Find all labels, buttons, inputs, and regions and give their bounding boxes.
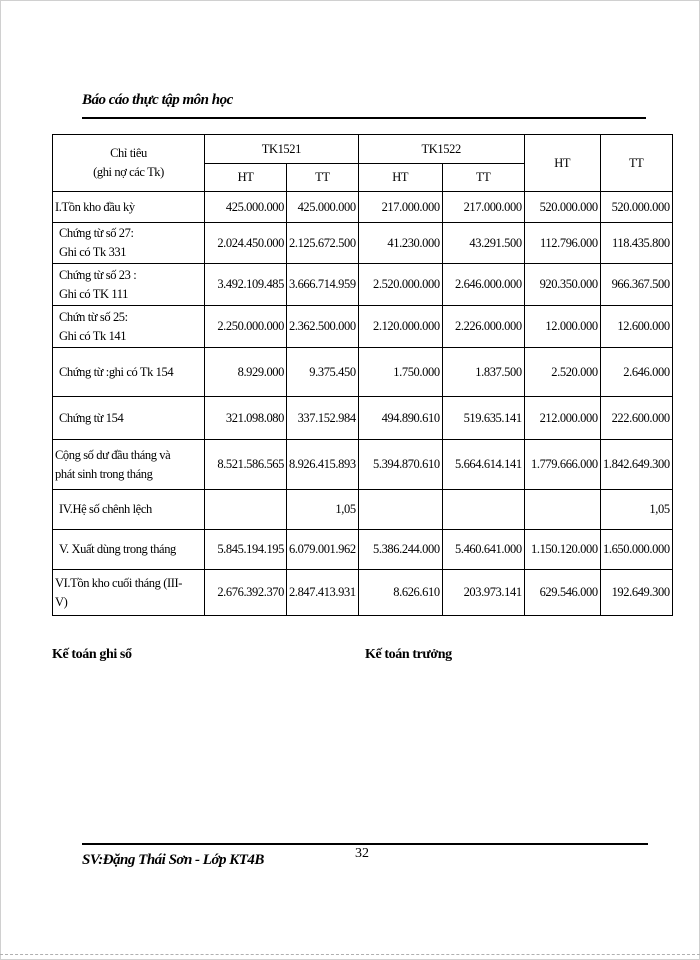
table-row (53, 530, 673, 570)
row-value-cell: 2.847.413.931 (287, 570, 359, 616)
row-value-cell: 5.386.244.000 (358, 530, 442, 570)
row-value-cell: 2.520.000 (524, 348, 600, 397)
row-value-cell: 920.350.000 (524, 264, 600, 306)
header-tk1522: TK1522 (358, 135, 524, 164)
row-value-cell: 5.394.870.610 (358, 440, 442, 490)
table-row (53, 440, 673, 490)
row-value-cell: 1.837.500 (442, 348, 524, 397)
row-value-cell: 212.000.000 (524, 397, 600, 440)
row-value-cell: 9.375.450 (287, 348, 359, 397)
row-value-cell: 5.845.194.195 (205, 530, 287, 570)
row-value-cell: 217.000.000 (442, 192, 524, 223)
table-row (53, 348, 673, 397)
row-label: VI.Tồn kho cuối tháng (III- V) (53, 570, 205, 616)
row-value-cell: 3.492.109.485 (205, 264, 287, 306)
header-indicator: Chỉ tiêu (ghi nợ các Tk) (53, 135, 205, 192)
table-row (53, 490, 673, 530)
row-label: Chứng từ 154 (53, 397, 205, 440)
row-value-cell: 12.000.000 (524, 306, 600, 348)
row-value-cell (205, 490, 287, 530)
header-divider (82, 117, 646, 119)
row-value-cell: 1.750.000 (358, 348, 442, 397)
row-value-cell: 217.000.000 (358, 192, 442, 223)
row-value-cell: 8.521.586.565 (205, 440, 287, 490)
row-value-cell: 12.600.000 (600, 306, 672, 348)
row-value-cell: 2.250.000.000 (205, 306, 287, 348)
header-tk1521: TK1521 (205, 135, 359, 164)
row-value-cell (358, 490, 442, 530)
row-value-cell: 8.926.415.893 (287, 440, 359, 490)
row-label: Chứng từ số 27: Ghi có Tk 331 (53, 223, 205, 264)
row-value-cell: 520.000.000 (600, 192, 672, 223)
row-value-cell: 8.626.610 (358, 570, 442, 616)
row-value-cell: 112.796.000 (524, 223, 600, 264)
page-number: 32 (355, 846, 369, 861)
row-value-cell: 2.024.450.000 (205, 223, 287, 264)
table-row (53, 223, 673, 264)
row-value-cell: 222.600.000 (600, 397, 672, 440)
row-label: I.Tồn kho đầu kỳ (53, 192, 205, 223)
row-label: Chứng từ số 23 : Ghi có TK 111 (53, 264, 205, 306)
header-total-ht: HT (524, 135, 600, 192)
row-value-cell: 3.666.714.959 (287, 264, 359, 306)
header-total-tt: TT (600, 135, 672, 192)
row-value-cell: 2.362.500.000 (287, 306, 359, 348)
row-value-cell: 520.000.000 (524, 192, 600, 223)
row-value-cell: 1.150.120.000 (524, 530, 600, 570)
row-value-cell: 2.120.000.000 (358, 306, 442, 348)
table-row (53, 192, 673, 223)
header-tk1521-tt: TT (287, 164, 359, 192)
row-label: Chứn từ số 25: Ghi có Tk 141 (53, 306, 205, 348)
row-value-cell: 494.890.610 (358, 397, 442, 440)
row-value-cell: 1.650.000.000 (600, 530, 672, 570)
row-value-cell: 2.646.000 (600, 348, 672, 397)
row-value-cell: 2.520.000.000 (358, 264, 442, 306)
row-value-cell: 629.546.000 (524, 570, 600, 616)
row-value-cell: 203.973.141 (442, 570, 524, 616)
row-value-cell (442, 490, 524, 530)
row-value-cell: 5.460.641.000 (442, 530, 524, 570)
row-value-cell: 337.152.984 (287, 397, 359, 440)
row-label: V. Xuất dùng trong tháng (53, 530, 205, 570)
table-row (53, 264, 673, 306)
ledger-body (53, 192, 673, 616)
header-tk1521-ht: HT (205, 164, 287, 192)
row-value-cell: 425.000.000 (205, 192, 287, 223)
table-row (53, 570, 673, 616)
row-value-cell: 321.098.080 (205, 397, 287, 440)
row-value-cell (524, 490, 600, 530)
report-header-title: Báo cáo thực tập môn học (82, 92, 233, 108)
row-value-cell: 41.230.000 (358, 223, 442, 264)
row-value-cell: 43.291.500 (442, 223, 524, 264)
page-bottom-dashed-line (0, 954, 700, 955)
row-value-cell: 425.000.000 (287, 192, 359, 223)
row-value-cell: 192.649.300 (600, 570, 672, 616)
row-label: IV.Hệ số chênh lệch (53, 490, 205, 530)
row-value-cell: 1,05 (600, 490, 672, 530)
table-row (53, 306, 673, 348)
row-value-cell: 2.226.000.000 (442, 306, 524, 348)
row-value-cell: 118.435.800 (600, 223, 672, 264)
row-value-cell: 2.125.672.500 (287, 223, 359, 264)
row-value-cell: 5.664.614.141 (442, 440, 524, 490)
signature-chief-accountant: Kế toán trưởng (365, 647, 452, 662)
row-value-cell: 1.779.666.000 (524, 440, 600, 490)
header-tk1522-ht: HT (358, 164, 442, 192)
row-value-cell: 6.079.001.962 (287, 530, 359, 570)
footer-divider (82, 843, 648, 845)
row-value-cell: 2.646.000.000 (442, 264, 524, 306)
row-label: Chứng từ :ghi có Tk 154 (53, 348, 205, 397)
row-value-cell: 1.842.649.300 (600, 440, 672, 490)
row-value-cell: 2.676.392.370 (205, 570, 287, 616)
signature-bookkeeper: Kế toán ghi sổ (52, 647, 132, 662)
material-ledger-table (52, 134, 673, 616)
row-value-cell: 1,05 (287, 490, 359, 530)
row-value-cell: 966.367.500 (600, 264, 672, 306)
row-value-cell: 8.929.000 (205, 348, 287, 397)
table-row (53, 397, 673, 440)
row-label: Cộng số dư đầu tháng và phát sinh trong tháng (53, 440, 205, 490)
row-value-cell: 519.635.141 (442, 397, 524, 440)
footer-author: SV:Đặng Thái Sơn - Lớp KT4B (82, 852, 264, 868)
header-tk1522-tt: TT (442, 164, 524, 192)
